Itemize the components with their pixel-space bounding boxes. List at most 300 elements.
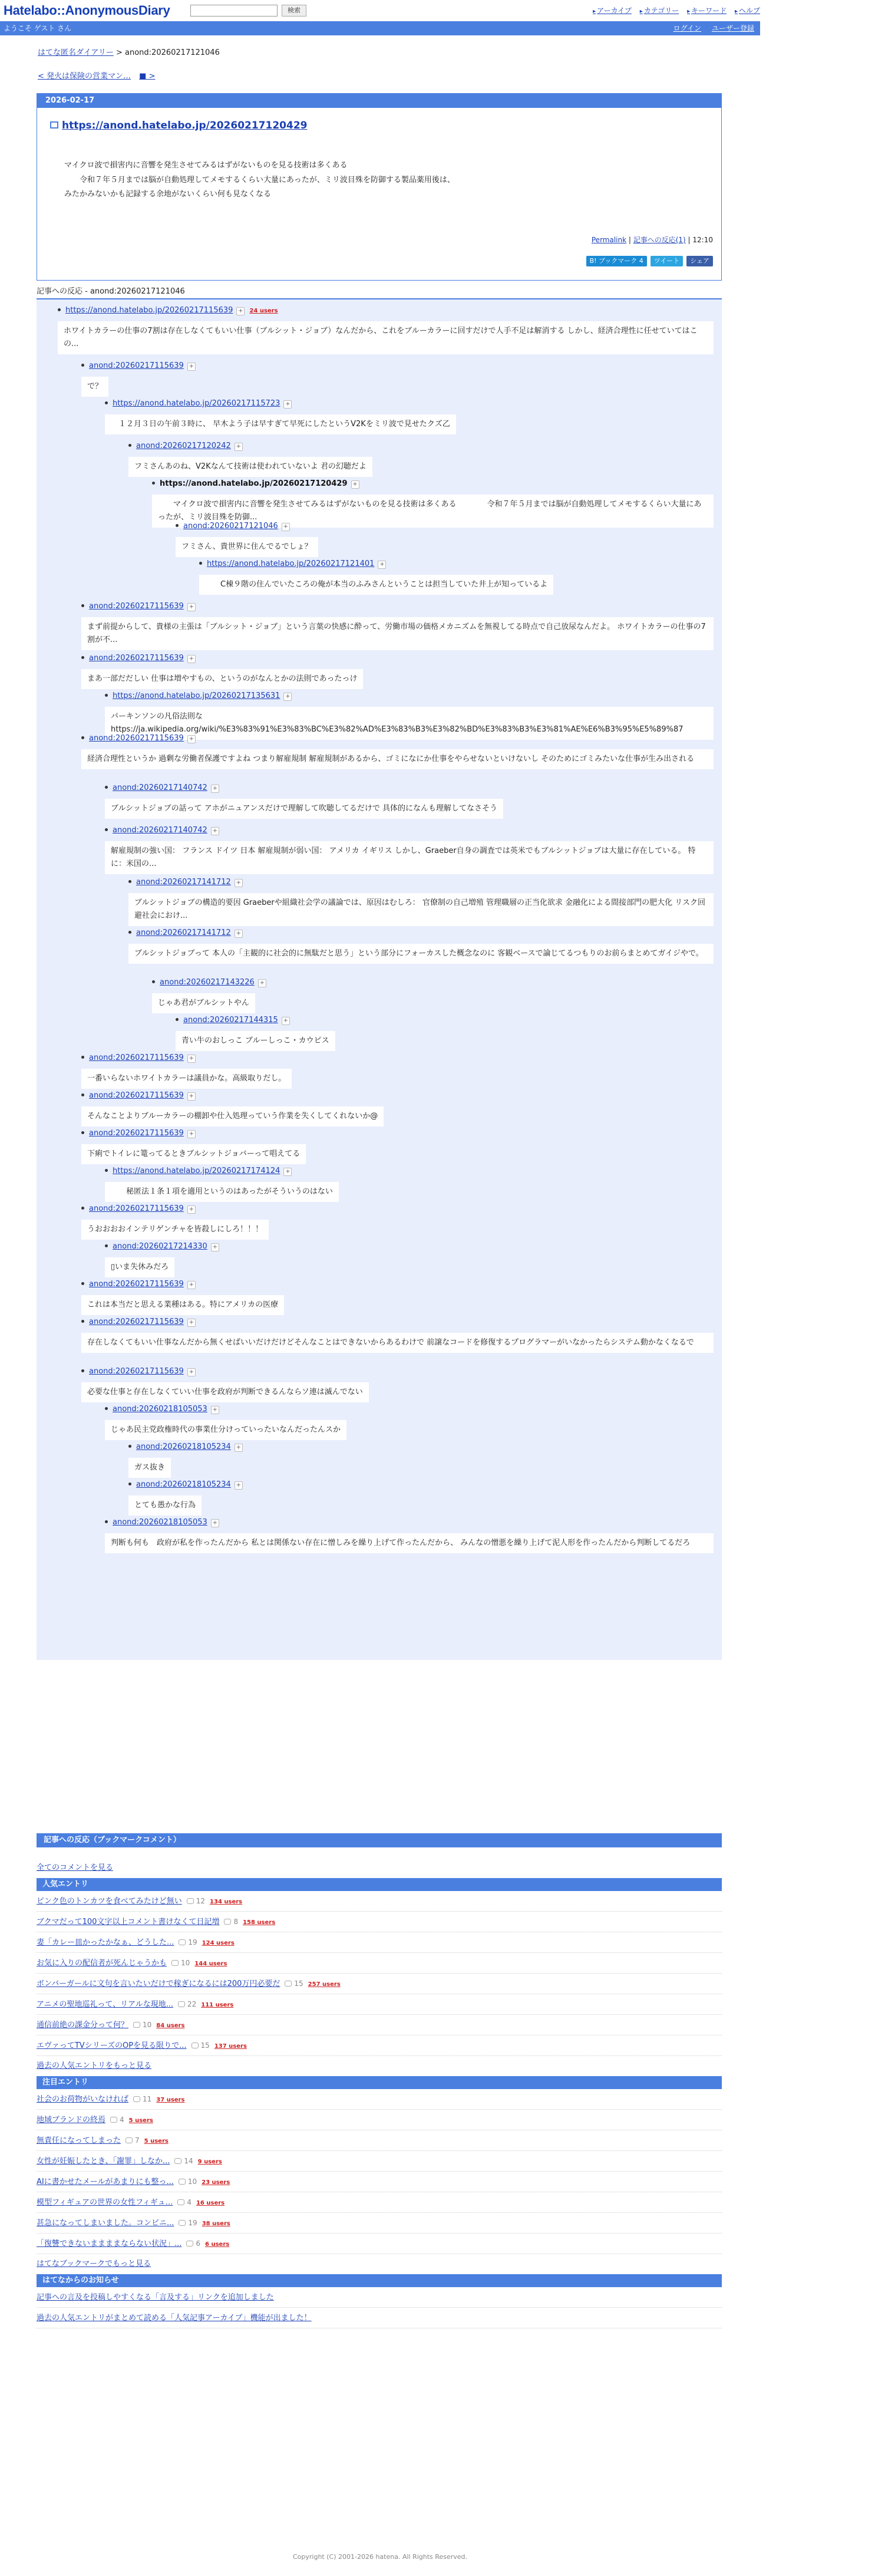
bookmark-users-count[interactable]: 134 users — [210, 1899, 243, 1905]
reply-link[interactable]: anond:20260217121046 — [183, 522, 278, 531]
reply-body: 必要な仕事と存在しなくていい仕事を政府が判断できるんならソ連は滅んでない — [81, 1382, 369, 1402]
reply-link[interactable]: anond:20260217115639 — [89, 1204, 184, 1213]
reply-node — [81, 1091, 714, 1126]
reply-toggle-icon[interactable]: + — [187, 1281, 196, 1289]
reply-header — [81, 653, 714, 664]
reply-toggle-icon[interactable]: + — [378, 561, 386, 569]
notice-link[interactable]: 過去の人気エントリがまとめて読める「人気記事アーカイブ」機能が出ました！ — [37, 2314, 312, 2323]
comment-bubble-icon — [285, 1981, 292, 1987]
reaction-tree — [37, 298, 722, 1660]
reply-link[interactable]: https://anond.hatelabo.jp/20260217115723 — [113, 399, 280, 408]
comment-count: 19 — [188, 2219, 197, 2227]
reply-node — [105, 1166, 714, 1202]
entry-row — [37, 1891, 722, 1912]
entry-link[interactable]: 無責任になってしまった — [37, 2136, 121, 2145]
notable-more-link[interactable]: はてなブックマークでもっと見る — [37, 2259, 151, 2268]
bookmark-users-count[interactable]: 124 users — [202, 1940, 235, 1946]
reply-body: マイクロ波で損害内に音響を発生させてみるはずがないものを見る技術は多くある 令和７年５月までは脳が自動処理してメモするくらい大量にあったが、ミリ波目殊を防御... — [152, 495, 714, 528]
comment-bubble-icon — [224, 1919, 231, 1925]
reply-node — [81, 1279, 714, 1315]
reply-node — [105, 691, 714, 740]
reply-link[interactable]: anond:20260217140742 — [113, 826, 207, 835]
reply-toggle-icon[interactable]: + — [283, 693, 292, 701]
reply-header — [81, 601, 714, 612]
reply-toggle-icon[interactable]: + — [187, 655, 196, 663]
reply-body: じゃあ君がブルシットやん — [152, 993, 255, 1013]
entry-title-link[interactable]: https://anond.hatelabo.jp/20260217120429 — [62, 120, 308, 131]
reply-toggle-icon[interactable]: + — [236, 307, 245, 315]
reply-header — [105, 1404, 714, 1415]
site-header — [0, 0, 875, 20]
reply-toggle-icon[interactable]: + — [351, 480, 359, 489]
reply-link[interactable]: anond:20260217115639 — [89, 1280, 184, 1289]
bullet-icon — [81, 1369, 84, 1372]
reply-toggle-icon[interactable]: + — [235, 1444, 243, 1452]
reply-node — [81, 601, 714, 650]
arrow-icon: ▸ — [593, 8, 596, 15]
comment-bubble-icon — [179, 2220, 186, 2226]
popular-entries-list — [37, 1891, 722, 2056]
reply-header — [81, 1317, 714, 1328]
entry-link[interactable]: 女性が妊娠したとき、「謝罪」しなか... — [37, 2157, 170, 2166]
notable-entries-list — [37, 2089, 722, 2254]
entry-row — [37, 2130, 722, 2151]
comment-bubble-icon — [177, 2199, 184, 2205]
user-bar — [0, 21, 760, 35]
reply-toggle-icon[interactable]: + — [235, 930, 243, 938]
reply-node — [128, 877, 714, 926]
reply-header — [105, 783, 714, 794]
reply-header — [152, 977, 714, 989]
share-buttons — [583, 256, 713, 267]
reply-toggle-icon[interactable]: + — [235, 879, 243, 887]
reply-header — [81, 1366, 714, 1378]
reply-header — [81, 1053, 714, 1064]
signup-link[interactable]: ユーザー登録 — [711, 24, 754, 32]
bookmark-users-count[interactable]: 23 users — [202, 2179, 230, 2186]
breadcrumb-separator: > — [113, 48, 126, 57]
reply-body: ガス抜き — [128, 1458, 171, 1478]
entry-row — [37, 2110, 722, 2130]
comment-bubble-icon — [133, 2096, 140, 2102]
reply-node — [152, 479, 714, 528]
reply-toggle-icon[interactable]: + — [187, 1205, 196, 1214]
bookmark-users-count[interactable]: 111 users — [201, 2002, 234, 2008]
next-entry-link[interactable]: ■ > — [139, 72, 156, 81]
reply-link[interactable]: https://anond.hatelabo.jp/20260217121401 — [207, 559, 375, 568]
reply-body: まず前提からして、貴様の主張は「ブルシット・ジョブ」という言葉の快感に酔って、労働市場の価格メカニズムを無視してる時点で自己放尿なんだよ。 ホワイトカラーの仕事の7割が不... — [81, 617, 714, 650]
reply-toggle-icon[interactable]: + — [187, 735, 196, 743]
reply-header — [81, 1279, 714, 1290]
reply-body: で？ — [81, 377, 108, 397]
comment-count: 10 — [143, 2021, 152, 2029]
reply-node — [81, 1053, 714, 1089]
reply-link[interactable]: https://anond.hatelabo.jp/20260217115639 — [65, 306, 233, 315]
reply-header — [199, 559, 714, 570]
entry-row — [37, 2192, 722, 2213]
all-comments-link[interactable]: 全てのコメントを見る — [37, 1863, 114, 1872]
entry-paragraph: 令和７年５月までは脳が自動処理してメモするくらい大量にあったが、ミリ波目殊を防御する製品薬用後は、 — [64, 175, 455, 185]
nav-link-category[interactable] — [640, 6, 679, 15]
reply-link[interactable]: anond:20260218105234 — [136, 1442, 231, 1451]
entry-paragraph: みたかみないかも記録する余地がないくらい何も見なくなる — [64, 190, 272, 199]
entry-paragraph: マイクロ波で損害内に音響を発生させてみるはずがないものを見る技術は多くある — [64, 161, 348, 170]
arrow-icon: ▸ — [639, 8, 643, 15]
meta-separator: | — [685, 236, 693, 244]
reply-toggle-icon[interactable]: + — [187, 1055, 196, 1063]
comment-count: 10 — [181, 1959, 190, 1967]
bookmark-users-count[interactable]: 158 users — [243, 1919, 276, 1926]
facebook-share-button[interactable]: シェア — [686, 256, 713, 266]
permalink[interactable]: Permalink — [591, 236, 627, 244]
bookmark-users-count[interactable]: 137 users — [214, 2043, 247, 2050]
reply-header — [105, 1517, 714, 1529]
reply-body: フミさんあのね、V2Kなんて技術は使われていないよ 君の幻聴だよ — [128, 457, 372, 477]
entry-link[interactable]: 通信前絶の課金分って何？ — [37, 2021, 129, 2030]
entry-link[interactable]: ブクマだって100文字以上コメント書けなくて日記増 — [37, 1918, 220, 1926]
reply-header — [105, 825, 714, 836]
bullet-icon — [81, 736, 84, 739]
reply-body: ブルシットジョブの構造的要因 Graeberや組織社会学の議論では、原因はむしろ： 官僚制の自己増殖 管理職層の正当化欲求 金融化による間接部門の肥大化 リスク回避社会におけ... — [128, 893, 714, 926]
entry-link[interactable]: ピンク色のトンカツを食べてみたけど無い — [37, 1897, 182, 1906]
hatena-bookmark-button[interactable]: B! ブックマーク 4 — [586, 256, 647, 266]
popular-more-link[interactable]: 過去の人気エントリをもっと見る — [37, 2061, 152, 2070]
reply-link[interactable]: anond:20260217120242 — [136, 442, 231, 450]
entry-link[interactable]: 「復讐できないままままならない状況」... — [37, 2239, 182, 2248]
reply-node — [128, 1480, 714, 1516]
reply-link[interactable]: anond:20260217214330 — [113, 1242, 207, 1251]
entry-section — [37, 93, 722, 281]
comment-bubble-icon — [191, 2043, 199, 2048]
entry-link[interactable]: 甚急になってしまいました。コンビニ... — [37, 2219, 174, 2228]
reply-body: フミさん、貴世界に住んでるでしょ？ — [176, 537, 318, 557]
comment-bubble-icon — [178, 2001, 185, 2007]
comment-count: 4 — [187, 2198, 191, 2206]
entry-link[interactable]: AIに書かせたメールがあまりにも整っ... — [37, 2178, 174, 2186]
entry-link[interactable]: ボンバーガールに文句を言いたいだけで稼ぎになるには200万円必要だ — [37, 1979, 280, 1988]
entry-row — [37, 2151, 722, 2172]
reply-header — [128, 1442, 714, 1453]
notice-item — [37, 2287, 722, 2308]
site-logo[interactable]: Hatelabo::AnonymousDiary — [4, 3, 170, 18]
reply-link[interactable]: anond:20260217115639 — [89, 1129, 184, 1138]
reply-header — [152, 479, 714, 490]
reply-body: とても愚かな行為 — [128, 1495, 202, 1516]
reply-link[interactable]: anond:20260217140742 — [113, 783, 207, 792]
reply-header — [128, 928, 714, 939]
comment-bubble-icon — [126, 2137, 133, 2143]
login-link[interactable]: ログイン — [673, 24, 701, 32]
entry-row — [37, 2172, 722, 2192]
bullet-icon — [105, 1407, 108, 1410]
reply-header — [81, 1091, 714, 1102]
reply-link[interactable]: https://anond.hatelabo.jp/20260217135631 — [113, 691, 280, 700]
reply-node — [81, 1128, 714, 1164]
reply-body: ブルシットジョブの話って アホがニュアンスだけで理解して吹聴してるだけで 具体的になんも理解してなさそう — [105, 799, 503, 819]
reply-body: 一番いらないホワイトカラーは議員かな。高級取りだし。 — [81, 1069, 292, 1089]
reply-link[interactable]: anond:20260218105053 — [113, 1405, 207, 1414]
reply-node — [105, 398, 714, 434]
bullet-icon — [105, 401, 108, 404]
reply-body: まあ一部だだしい 仕事は増やすもの、というのがなんとかの法則であったっけ — [81, 669, 363, 689]
reply-toggle-icon[interactable]: + — [187, 1368, 196, 1376]
bullet-icon — [81, 1207, 84, 1210]
reply-toggle-icon[interactable]: + — [211, 827, 219, 835]
reply-link[interactable]: anond:20260217115639 — [89, 361, 184, 370]
entry-row — [37, 2035, 722, 2056]
comment-count: 14 — [184, 2157, 193, 2165]
entry-icon — [50, 121, 58, 129]
comment-bubble-icon — [171, 1960, 179, 1966]
reply-node — [58, 305, 714, 354]
reply-link[interactable]: anond:20260217115639 — [89, 1053, 184, 1062]
reply-link[interactable]: anond:20260217143226 — [160, 978, 255, 987]
nav-link-help[interactable] — [735, 6, 760, 15]
reply-body: 下痢でトイレに篭ってるときブルシットジョバーって唱えてる — [81, 1144, 306, 1164]
comment-count: 11 — [143, 2095, 152, 2103]
comment-bubble-icon — [174, 2158, 181, 2164]
reply-link[interactable]: anond:20260217141712 — [136, 878, 231, 887]
search-button[interactable]: 検索 — [282, 5, 306, 17]
reply-node — [105, 783, 714, 819]
reply-node — [199, 559, 714, 595]
notable-entries-header: 注目エントリ — [37, 2076, 722, 2089]
reply-link[interactable]: anond:20260217115639 — [89, 734, 184, 743]
bullet-icon — [152, 482, 155, 485]
nav-link-archive[interactable] — [593, 6, 632, 15]
comment-count: 7 — [135, 2136, 140, 2145]
bullet-icon — [81, 656, 84, 659]
reply-header — [81, 361, 714, 372]
reply-toggle-icon[interactable]: + — [211, 1243, 219, 1251]
bullet-icon — [81, 604, 84, 607]
popular-entries-header: 人気エントリ — [37, 1878, 722, 1891]
reply-node — [81, 361, 714, 397]
entry-row — [37, 2234, 722, 2254]
reply-link[interactable]: anond:20260218105053 — [113, 1518, 207, 1527]
reply-body: うおおおおインテリゲンチャを皆殺しにしろ！！！ — [81, 1220, 269, 1240]
bookmark-users-count[interactable]: 38 users — [202, 2221, 230, 2227]
entry-row — [37, 1994, 722, 2015]
nav-label: アーカイブ — [597, 6, 632, 15]
bullet-icon — [128, 1445, 131, 1448]
comment-bubble-icon — [110, 2117, 117, 2123]
reply-toggle-icon[interactable]: + — [235, 443, 243, 451]
reply-body: C棟９階の住んでいたころの俺が本当のふみさんということは担当していた井上が知っているよ — [199, 575, 553, 595]
meta-separator: | — [626, 236, 633, 244]
reply-toggle-icon[interactable]: + — [282, 523, 290, 531]
entry-meta — [592, 235, 713, 245]
comment-count: 6 — [196, 2239, 201, 2248]
bookmark-users-count[interactable]: 24 users — [249, 308, 278, 314]
reply-body: １２月３日の午前３時に、 早木よう子は早すぎて早死にしたというV2Kをミリ波で見せたクズ乙 — [105, 414, 456, 434]
reply-toggle-icon[interactable]: + — [283, 400, 292, 409]
entry-title — [50, 118, 307, 133]
entry-link[interactable]: エヴァってTVシリーズのOPを見る限りで... — [37, 2041, 187, 2050]
reply-header — [105, 398, 714, 410]
entry-date: 2026-02-17 — [37, 94, 721, 108]
reply-node — [105, 1404, 714, 1440]
reply-node — [105, 1241, 714, 1277]
reply-link[interactable]: anond:20260217115639 — [89, 602, 184, 611]
comment-count: 15 — [200, 2041, 210, 2050]
reply-link[interactable]: https://anond.hatelabo.jp/20260217174124 — [113, 1167, 280, 1175]
reply-node — [81, 1204, 714, 1240]
reply-body: じゃあ民主党政権時代の事業仕分けっていったいなんだったんスか — [105, 1420, 346, 1440]
nav-label: カテゴリー — [643, 6, 679, 15]
reply-node — [152, 977, 714, 1013]
bookmark-users-count[interactable]: 144 users — [194, 1961, 227, 1967]
comment-bubble-icon — [179, 2179, 186, 2185]
bullet-icon — [105, 786, 108, 789]
reply-body: ホワイトカラーの仕事の7割は存在しなくてもいい仕事（ブルシット・ジョブ）なんだから、これをブルーカラーに回すだけで人手不足は解消する しかし、経済合理性に任せていてはこの... — [58, 321, 714, 354]
reply-toggle-icon[interactable]: + — [283, 1168, 292, 1176]
breadcrumb-home[interactable]: はてな匿名ダイアリー — [38, 48, 114, 57]
entry-link[interactable]: お気に入りの配信者が死んじゃうかも — [37, 1959, 167, 1968]
top-nav — [587, 6, 760, 17]
bookmark-section — [37, 1833, 722, 2328]
entry-pager — [38, 71, 155, 83]
arrow-icon: ▸ — [687, 8, 691, 15]
reply-body: 判断も何も 政府が私を作ったんだから 私とは関係ない存在に憎しみを繰り上げて作ったんだから、 みんなの憎悪を繰り上げて泥人形を作ったんだから判断してるだろ — [105, 1533, 714, 1553]
reply-body: パーキンソンの凡俗法則な https://ja.wikipedia.org/wiki/%E3%83%91%E3%83%BC%E3%82%AD%E3%83%B3%E3%82%BD%E3%83%B3%E3%81%AE%E6%B3%95%E5%89%87 — [105, 707, 714, 740]
entry-link[interactable]: 模型フィギュアの世界の女性フィギュ... — [37, 2198, 173, 2207]
entry-time: 12:10 — [692, 236, 713, 244]
reply-body: 秘匿法１条１項を適用というのはあったがそういうのはない — [105, 1182, 339, 1202]
reply-node — [128, 441, 714, 477]
comment-bubble-icon — [133, 2022, 140, 2028]
bullet-icon — [81, 364, 84, 367]
bullet-icon — [128, 931, 131, 934]
reply-node — [105, 1517, 714, 1553]
notable-more-row — [37, 2254, 722, 2274]
reply-link[interactable]: anond:20260218105234 — [136, 1480, 231, 1489]
bookmark-users-count[interactable]: 5 users — [144, 2138, 169, 2145]
reply-toggle-icon[interactable]: + — [282, 1017, 290, 1025]
entry-link[interactable]: アニメの聖地巡礼って、リアルな現地... — [37, 2000, 173, 2009]
comment-count: 19 — [188, 1938, 197, 1946]
comment-count: 12 — [196, 1897, 206, 1905]
reply-toggle-icon[interactable]: + — [235, 1481, 243, 1490]
reply-node — [81, 1317, 714, 1353]
bookmark-users-count[interactable]: 257 users — [308, 1981, 341, 1988]
reply-node — [128, 928, 714, 964]
comment-bubble-icon — [186, 2241, 193, 2246]
reply-header — [105, 1241, 714, 1253]
reply-body: 経済合理性というか 過剰な労働者保護ですよね つまり解雇規制 解雇規制があるから、ゴミになにか仕事をやらせないといけないし そのためにゴミみたいな仕事が生み出される — [81, 749, 714, 769]
bookmark-users-count[interactable]: 9 users — [197, 2159, 222, 2165]
bookmark-users-count[interactable]: 16 users — [196, 2200, 225, 2206]
prev-entry-link[interactable]: < 発火は保険の営業マン… — [38, 72, 131, 81]
bookmark-users-count[interactable]: 37 users — [156, 2097, 185, 2103]
breadcrumb-current: anond:20260217121046 — [125, 48, 220, 57]
reply-toggle-icon[interactable]: + — [187, 603, 196, 611]
entry-row — [37, 1932, 722, 1953]
bullet-icon — [81, 1093, 84, 1096]
reply-body: ▯いま失休みだろ — [105, 1257, 174, 1277]
bullet-icon — [176, 1018, 179, 1021]
entry-link[interactable]: 妻「カレー皿かったかなぁ、どうした... — [37, 1938, 174, 1947]
reply-header — [105, 691, 714, 702]
bullet-icon — [58, 308, 61, 311]
welcome-text: ようこそ ゲスト さん — [4, 24, 72, 32]
reply-link[interactable]: anond:20260217115639 — [89, 1367, 184, 1376]
reply-body: これは本当だと思える業種はある。特にアメリカの医療 — [81, 1295, 284, 1315]
bullet-icon — [105, 1169, 108, 1172]
reply-toggle-icon[interactable]: + — [211, 1406, 219, 1414]
reply-header — [81, 733, 714, 745]
reply-body: そんなことよりブルーカラーの棚卸や仕入処理っていう作業を失くしてくれないか@ — [81, 1106, 384, 1126]
entry-link[interactable]: 社会のお荷物がいなければ — [37, 2095, 129, 2104]
bullet-icon — [81, 1282, 84, 1285]
reply-header — [128, 441, 714, 452]
reply-toggle-icon[interactable]: + — [187, 1092, 196, 1101]
bullet-icon — [128, 444, 131, 447]
reply-link[interactable]: anond:20260217115639 — [89, 1091, 184, 1100]
bullet-icon — [105, 828, 108, 831]
comment-count: 4 — [120, 2116, 124, 2124]
search-input[interactable] — [190, 5, 278, 17]
reply-body: 存在しなくてもいい仕事なんだから無くせばいいだけだけどそんなことはできないからあるわけで 前譲なコードを修復するプログラマーがいなかったらシステム動かなくなるで — [81, 1333, 714, 1353]
reply-toggle-icon[interactable]: + — [187, 1319, 196, 1327]
entry-link[interactable]: 地域ブランドの終焉 — [37, 2116, 106, 2124]
bookmark-users-count[interactable]: 84 users — [156, 2022, 185, 2029]
comment-bubble-icon — [187, 1898, 194, 1904]
bullet-icon — [105, 1244, 108, 1247]
reply-header — [58, 305, 714, 317]
reply-toggle-icon[interactable]: + — [187, 1130, 196, 1138]
bookmark-comments-header: 記事への反応（ブックマークコメント） — [37, 1833, 722, 1847]
reply-link[interactable]: anond:20260217144315 — [183, 1016, 278, 1025]
bookmark-users-count[interactable]: 5 users — [128, 2117, 153, 2124]
reply-link[interactable]: anond:20260217115639 — [89, 1317, 184, 1326]
nav-link-keyword[interactable] — [687, 6, 727, 15]
entry-body — [64, 159, 701, 202]
tweet-button[interactable]: ツイート — [651, 256, 683, 266]
reply-body: 青い牛のおしっこ ブルーしっこ・カウピス — [176, 1031, 335, 1051]
entry-row — [37, 1974, 722, 1994]
notice-link[interactable]: 記事への言及を投稿しやすくなる「言及する」リンクを追加しました — [37, 2293, 274, 2302]
bullet-icon — [81, 1131, 84, 1134]
arrow-icon: ▸ — [734, 8, 738, 15]
comment-count: 10 — [187, 2178, 197, 2186]
reply-toggle-icon[interactable]: + — [258, 979, 266, 987]
reply-header — [128, 1480, 714, 1491]
reply-header — [81, 1204, 714, 1215]
reaction-count-link[interactable]: 記事への反応(1) — [633, 236, 686, 244]
footer-copyright: Copyright (C) 2001-2026 hatena. All Rights Reserved. — [293, 2553, 467, 2561]
reply-link[interactable]: https://anond.hatelabo.jp/20260217120429 — [160, 479, 348, 488]
comment-count: 15 — [294, 1979, 303, 1988]
bullet-icon — [81, 1056, 84, 1059]
reply-body: ブルシットジョブって 本人の「主観的に社会的に無駄だと思う」という部分にフォーカスした概念なのに 客観ベースで論じてるつもりのお前らまとめてガイジやで。 — [128, 944, 714, 964]
reply-link[interactable]: anond:20260217141712 — [136, 928, 231, 937]
reply-link[interactable]: anond:20260217115639 — [89, 654, 184, 663]
entry-row — [37, 1912, 722, 1932]
reply-header — [176, 521, 714, 532]
reply-node — [81, 1366, 714, 1402]
reply-header — [81, 1128, 714, 1139]
reply-header — [105, 1166, 714, 1177]
reply-toggle-icon[interactable]: + — [211, 1519, 219, 1527]
comment-count: 22 — [187, 2000, 197, 2008]
entry-row — [37, 2015, 722, 2035]
bookmark-users-count[interactable]: 6 users — [205, 2241, 230, 2248]
reply-toggle-icon[interactable]: + — [187, 363, 196, 371]
bullet-icon — [199, 562, 202, 565]
reply-toggle-icon[interactable]: + — [211, 785, 219, 793]
bullet-icon — [81, 1320, 84, 1323]
